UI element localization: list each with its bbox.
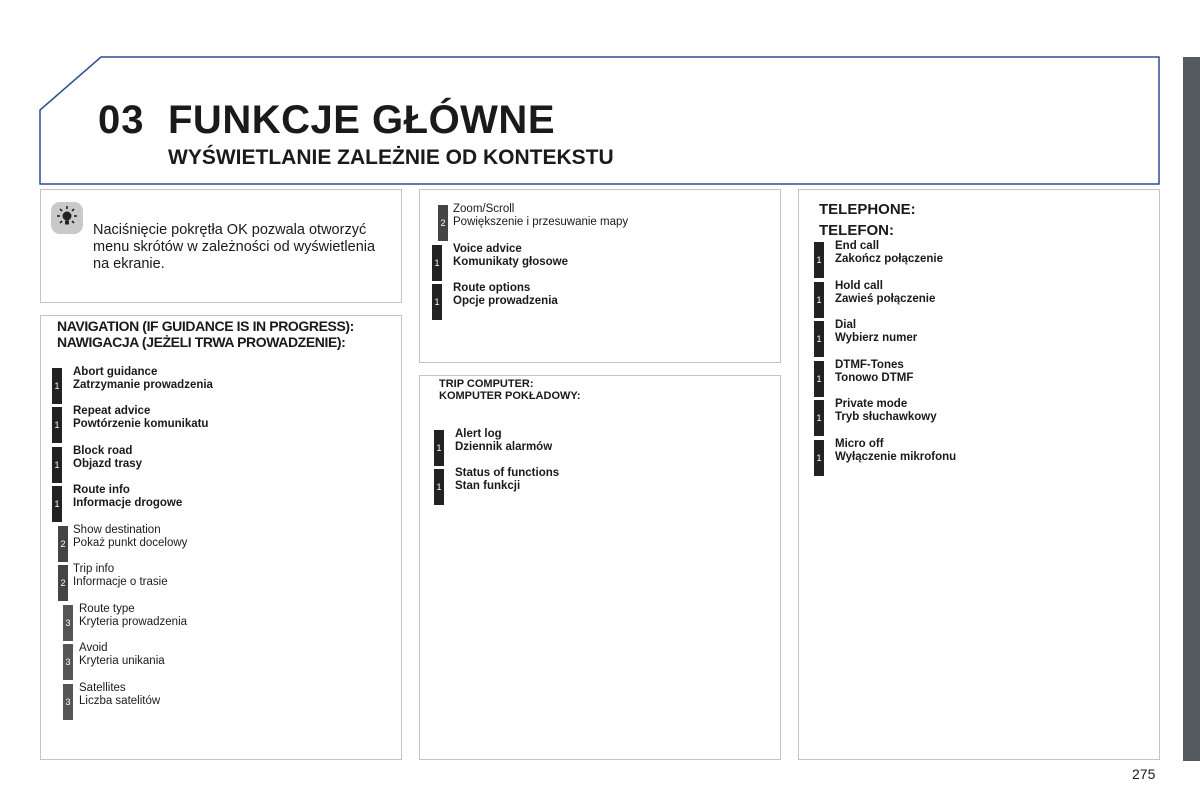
menu-item-en: Show destination bbox=[73, 524, 161, 536]
level-badge: 1 bbox=[432, 284, 442, 320]
menu-item-pl: Liczba satelitów bbox=[79, 694, 161, 707]
menu-item-en: Voice advice bbox=[453, 243, 522, 255]
menu-item-en: Status of functions bbox=[455, 467, 560, 479]
menu-item-pl: Powtórzenie komunikatu bbox=[73, 417, 209, 430]
trip-computer-heading bbox=[439, 378, 581, 402]
menu-item-en: Route options bbox=[453, 282, 531, 294]
menu-item-en: End call bbox=[835, 240, 880, 252]
level-badge: 1 bbox=[52, 447, 62, 483]
menu-item-en: Block road bbox=[73, 445, 133, 457]
telephone-heading-en: TELEPHONE: bbox=[819, 201, 916, 218]
menu-item-en: Route info bbox=[73, 484, 130, 496]
chapter-title: FUNKCJE GŁÓWNE bbox=[168, 98, 555, 142]
menu-item-pl: Opcje prowadzenia bbox=[453, 294, 558, 307]
menu-item-en: Route type bbox=[79, 603, 135, 615]
level-badge: 1 bbox=[52, 407, 62, 443]
lightbulb-icon bbox=[51, 202, 83, 234]
telephone-box bbox=[798, 189, 1160, 760]
level-badge: 2 bbox=[438, 205, 448, 241]
level-badge: 1 bbox=[814, 400, 824, 436]
menu-item-pl: Wyłączenie mikrofonu bbox=[835, 450, 957, 463]
chapter-number: 03 bbox=[98, 98, 145, 142]
menu-item-pl: Zakończ połączenie bbox=[835, 252, 944, 265]
menu-item-pl: Zawieś połączenie bbox=[835, 292, 936, 305]
level-badge: 1 bbox=[814, 440, 824, 476]
menu-item-pl: Zatrzymanie prowadzenia bbox=[73, 378, 213, 391]
telephone-heading-pl: TELEFON: bbox=[819, 222, 894, 239]
menu-item-pl: Stan funkcji bbox=[455, 479, 521, 492]
chapter-subtitle: WYŚWIETLANIE ZALEŻNIE OD KONTEKSTU bbox=[168, 146, 614, 169]
tip-text: Naciśnięcie pokrętła OK pozwala otworzyć menu skrótów w zależności od wyświetlenia na ekranie. bbox=[93, 222, 376, 272]
menu-item-pl: Wybierz numer bbox=[835, 331, 918, 344]
level-badge: 1 bbox=[434, 469, 444, 505]
level-badge: 3 bbox=[63, 605, 73, 641]
menu-item-en: Repeat advice bbox=[73, 405, 151, 417]
level-badge: 1 bbox=[52, 368, 62, 404]
menu-item-en: Abort guidance bbox=[73, 366, 158, 378]
menu-item-en: Zoom/Scroll bbox=[453, 203, 515, 215]
menu-item-pl: Powiększenie i przesuwanie mapy bbox=[453, 215, 629, 228]
level-badge: 3 bbox=[63, 644, 73, 680]
menu-item-pl: Informacje o trasie bbox=[73, 575, 168, 588]
level-badge: 1 bbox=[432, 245, 442, 281]
menu-item-pl: Tonowo DTMF bbox=[835, 371, 914, 384]
telephone-heading bbox=[819, 199, 916, 241]
menu-item-en: Trip info bbox=[73, 563, 115, 575]
level-badge: 1 bbox=[814, 321, 824, 357]
level-badge: 3 bbox=[63, 684, 73, 720]
menu-item-en: Avoid bbox=[79, 642, 108, 654]
level-badge: 1 bbox=[814, 361, 824, 397]
menu-item-pl: Kryteria unikania bbox=[79, 654, 165, 667]
menu-item-en: Private mode bbox=[835, 398, 908, 410]
menu-item-pl: Informacje drogowe bbox=[73, 496, 183, 509]
menu-item-en: Satellites bbox=[79, 682, 126, 694]
level-badge: 1 bbox=[814, 282, 824, 318]
menu-item-pl: Komunikaty głosowe bbox=[453, 255, 569, 268]
page-number: 275 bbox=[1132, 766, 1156, 782]
navigation-heading-pl: NAWIGACJA (JEŻELI TRWA PROWADZENIE): bbox=[57, 334, 346, 350]
navigation-heading bbox=[57, 318, 354, 350]
menu-item-en: Hold call bbox=[835, 280, 883, 292]
trip-computer-heading-pl: KOMPUTER POKŁADOWY: bbox=[439, 390, 581, 402]
trip-computer-heading-en: TRIP COMPUTER: bbox=[439, 378, 534, 390]
menu-item-pl: Pokaż punkt docelowy bbox=[73, 536, 188, 549]
level-badge: 2 bbox=[58, 565, 68, 601]
menu-item-pl: Objazd trasy bbox=[73, 457, 143, 470]
menu-item-en: Micro off bbox=[835, 438, 884, 450]
menu-item-pl: Tryb słuchawkowy bbox=[835, 410, 937, 423]
level-badge: 2 bbox=[58, 526, 68, 562]
menu-item-pl: Dziennik alarmów bbox=[455, 440, 553, 453]
chapter-side-tab bbox=[1183, 57, 1200, 761]
menu-item-en: Dial bbox=[835, 319, 857, 331]
level-badge: 1 bbox=[814, 242, 824, 278]
menu-item-en: DTMF-Tones bbox=[835, 359, 904, 371]
menu-item-en: Alert log bbox=[455, 428, 502, 440]
navigation-heading-en: NAVIGATION (IF GUIDANCE IS IN PROGRESS): bbox=[57, 318, 354, 334]
level-badge: 1 bbox=[434, 430, 444, 466]
menu-item-pl: Kryteria prowadzenia bbox=[79, 615, 188, 628]
level-badge: 1 bbox=[52, 486, 62, 522]
